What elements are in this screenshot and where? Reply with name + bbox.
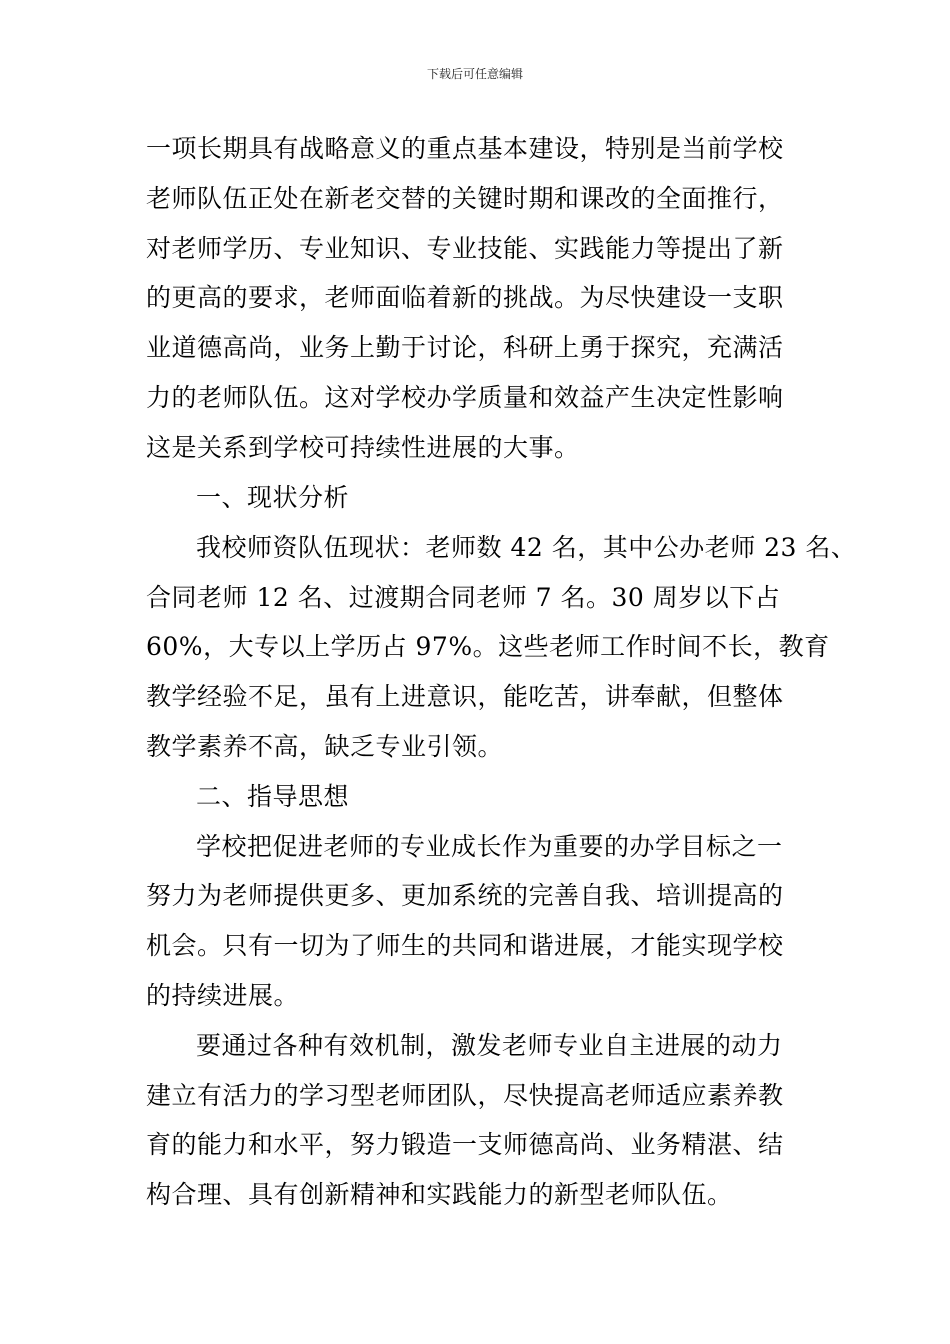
body-line: 的持续进展。 [146, 981, 300, 1010]
body-line: 的更高的要求，老师面临着新的挑战。为尽快建设一支职 [146, 283, 784, 312]
body-line: 构合理、具有创新精神和实践能力的新型老师队伍。 [146, 1180, 733, 1209]
body-line: 对老师学历、专业知识、专业技能、实践能力等提出了新 [146, 234, 784, 263]
body-line: 合同老师 12 名、过渡期合同老师 7 名。30 周岁以下占 [146, 583, 781, 612]
body-line: 努力为老师提供更多、更加系统的完善自我、培训提高的 [146, 881, 784, 910]
body-line: 育的能力和水平，努力锻造一支师德高尚、业务精湛、结 [146, 1130, 784, 1159]
body-line: 60%，大专以上学历占 97%。这些老师工作时间不长，教育 [146, 632, 830, 661]
body-line: 建立有活力的学习型老师团队，尽快提高老师适应素养教 [146, 1081, 784, 1110]
body-line: 我校师资队伍现状：老师数 42 名，其中公办老师 23 名、 [196, 533, 857, 562]
body-line: 学校把促进老师的专业成长作为重要的办学目标之一 [196, 832, 783, 861]
body-line: 教学素养不高，缺乏专业引领。 [146, 732, 504, 761]
body-line: 教学经验不足，虽有上进意识，能吃苦，讲奉献，但整体 [146, 682, 784, 711]
body-line: 老师队伍正处在新老交替的关键时期和课改的全面推行， [146, 184, 784, 213]
section-heading-guiding: 二、指导思想 [196, 782, 350, 811]
body-line: 机会。只有一切为了师生的共同和谐进展，才能实现学校 [146, 931, 784, 960]
body-line: 一项长期具有战略意义的重点基本建设，特别是当前学校 [146, 134, 784, 163]
body-line: 力的老师队伍。这对学校办学质量和效益产生决定性影响 [146, 383, 784, 412]
header-note: 下载后可任意编辑 [426, 67, 523, 81]
section-heading-status: 一、现状分析 [196, 483, 350, 512]
body-line: 这是关系到学校可持续性进展的大事。 [146, 433, 580, 462]
body-line: 要通过各种有效机制，激发老师专业自主进展的动力 [196, 1031, 783, 1060]
body-line: 业道德高尚，业务上勤于讨论，科研上勇于探究，充满活 [146, 333, 784, 362]
